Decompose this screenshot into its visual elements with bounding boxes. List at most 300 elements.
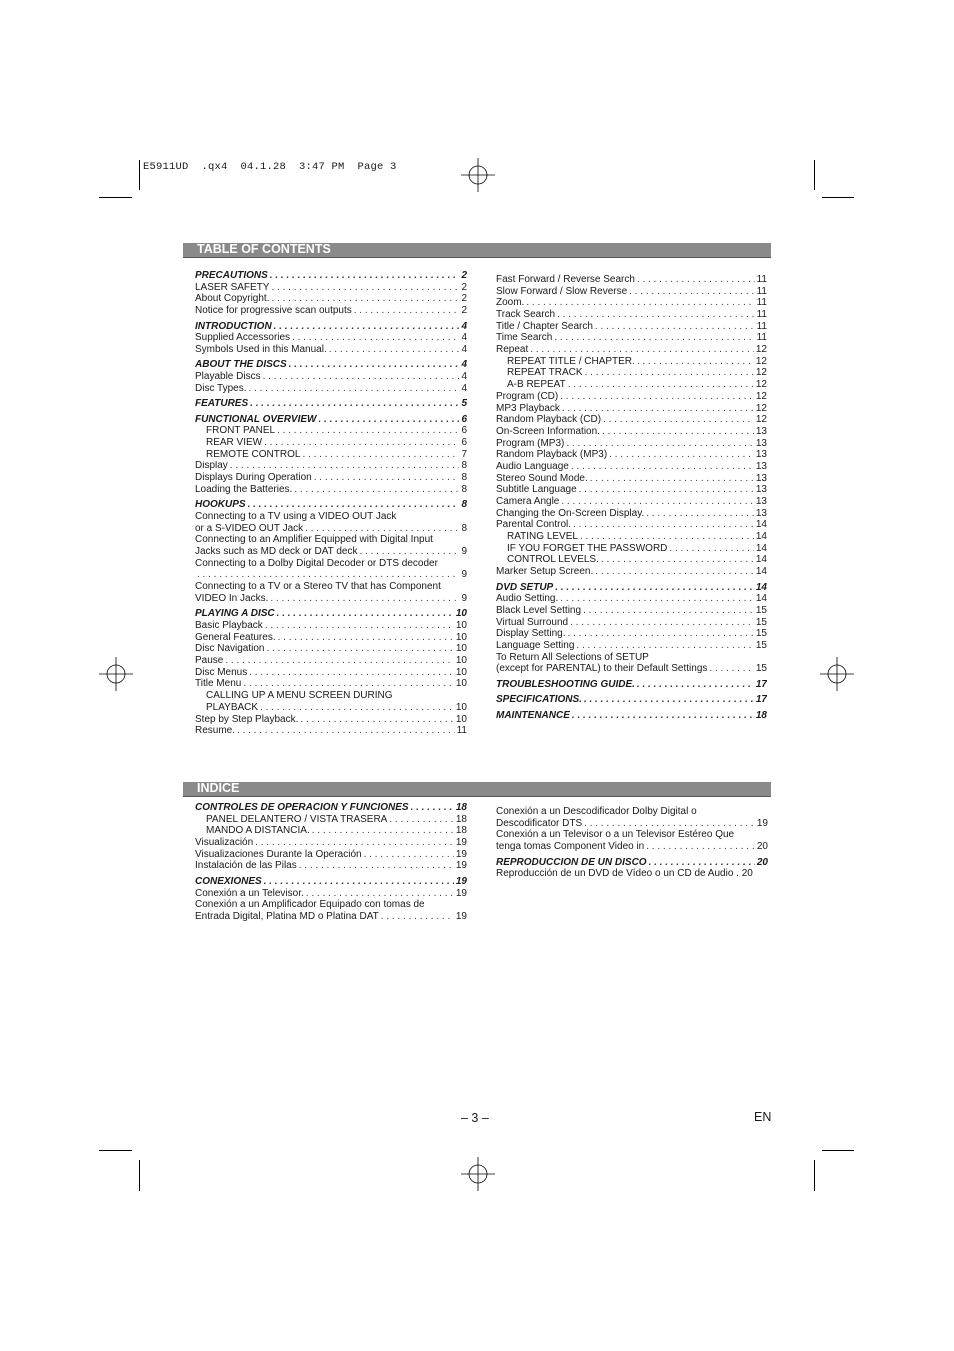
toc-entry-title: Fast Forward / Reverse Search xyxy=(496,274,635,285)
dot-leader xyxy=(595,321,755,333)
toc-page-number: 18 xyxy=(455,813,467,825)
dot-leader xyxy=(225,655,454,667)
dot-leader xyxy=(601,555,754,567)
crop-mark xyxy=(822,1150,854,1151)
toc-entry xyxy=(195,593,467,605)
toc-entry-title: REPEAT TITLE / CHAPTER. xyxy=(507,355,635,367)
toc-page-number: 4 xyxy=(461,320,467,332)
toc-entry xyxy=(195,725,467,737)
dot-leader xyxy=(560,391,754,403)
toc-entry-title: Entrada Digital, Platina MD o Platina DAT xyxy=(195,910,379,922)
toc-entry xyxy=(496,438,767,450)
crop-mark xyxy=(139,160,140,190)
toc-entry xyxy=(195,546,467,558)
toc-entry-title: Jacks such as MD deck or DAT deck xyxy=(195,546,358,558)
toc-page-number: 11 xyxy=(456,725,467,737)
toc-entry-title: Instalación de las Pilas xyxy=(195,860,297,872)
toc-entry xyxy=(496,519,767,531)
dot-leader xyxy=(584,694,754,706)
toc-heading xyxy=(496,694,767,706)
toc-page-number: 19 xyxy=(455,910,467,922)
toc-entry-title: FRONT PANEL xyxy=(206,425,276,437)
dot-leader xyxy=(649,857,755,869)
toc-entry xyxy=(195,825,467,837)
toc-entry-title: Connecting to a TV or a Stereo TV that has Component xyxy=(195,581,441,593)
dot-leader xyxy=(568,379,754,391)
toc-entry-title: Conexión a un Televisor. xyxy=(195,887,304,899)
toc-entry xyxy=(496,829,768,841)
dot-leader xyxy=(260,702,454,714)
crop-mark xyxy=(99,197,132,198)
toc-entry xyxy=(496,286,767,298)
dot-leader xyxy=(595,566,754,578)
indice-title: INDICE xyxy=(197,781,240,795)
dot-leader xyxy=(255,837,454,849)
toc-page-number: 15 xyxy=(755,616,767,628)
toc-entry xyxy=(496,593,767,605)
toc-entry-title: Track Search xyxy=(496,309,556,321)
toc-entry-title: REMOTE CONTROL xyxy=(206,448,301,460)
toc-page-number: 5 xyxy=(461,398,467,410)
dot-leader xyxy=(590,473,754,485)
dot-leader xyxy=(306,888,454,900)
dot-leader xyxy=(250,398,459,410)
toc-entry xyxy=(496,841,768,853)
toc-entry xyxy=(496,484,767,496)
toc-entry xyxy=(195,860,467,872)
toc-entry xyxy=(195,849,467,861)
toc-entry xyxy=(496,496,767,508)
toc-entry-title: Subtitle Language xyxy=(496,484,577,496)
dot-leader xyxy=(562,403,754,415)
dot-leader xyxy=(555,582,754,594)
toc-entry-title: Changing the On-Screen Display. xyxy=(496,507,645,519)
toc-entry xyxy=(195,472,467,484)
toc-entry xyxy=(195,558,467,570)
toc-entry-title: Connecting to a TV using a VIDEO OUT Jack xyxy=(195,511,397,523)
toc-entry xyxy=(496,617,767,629)
toc-entry xyxy=(496,473,767,485)
toc-entry-title: Reproducción de un DVD de Vídeo o un CD de Audio . 20 xyxy=(496,868,753,880)
dot-leader xyxy=(570,617,754,629)
toc-heading xyxy=(496,582,767,594)
toc-page-number: 13 xyxy=(755,472,767,484)
toc-heading xyxy=(496,710,767,722)
dot-leader xyxy=(637,274,755,286)
toc-entry-title: Conexión a un Televisor o a un Televisor Estéreo Que xyxy=(496,829,735,841)
toc-entry-title: CALLING UP A MENU SCREEN DURING xyxy=(206,690,393,702)
dot-leader xyxy=(389,814,454,826)
toc-entry xyxy=(195,899,467,911)
toc-entry-title: Notice for progressive scan outputs xyxy=(195,305,352,317)
toc-page-number: 8 xyxy=(461,483,467,495)
toc-entry-title: Stereo Sound Mode. xyxy=(496,472,588,484)
toc-entry-title: Repeat xyxy=(496,344,529,356)
toc-entry xyxy=(496,555,767,567)
toc-entry xyxy=(195,911,467,923)
dot-leader xyxy=(354,305,460,317)
toc-entry xyxy=(496,640,767,652)
dot-leader xyxy=(237,725,455,737)
toc-page-number: 11 xyxy=(756,309,767,321)
toc-entry xyxy=(195,484,467,496)
toc-entry xyxy=(496,543,767,555)
toc-heading xyxy=(195,802,467,814)
toc-entry xyxy=(195,678,467,690)
toc-entry xyxy=(195,667,467,679)
toc-entry-title: Connecting to a Dolby Digital Decoder or DTS decoder xyxy=(195,557,438,569)
toc-page-number: 14 xyxy=(755,593,767,605)
toc-entry-title: MP3 Playback xyxy=(496,402,560,414)
dot-leader xyxy=(359,546,459,558)
toc-entry-title: Pause xyxy=(195,655,224,667)
toc-entry-title: Marker Setup Screen. xyxy=(496,566,594,578)
toc-page-number: 9 xyxy=(461,592,467,604)
toc-entry-title: VIDEO In Jacks. xyxy=(195,592,269,604)
dot-leader xyxy=(364,849,454,861)
toc-entry-title: PANEL DELANTERO / VISTA TRASERA xyxy=(206,813,388,825)
toc-page-number: 10 xyxy=(455,631,467,643)
toc-entry xyxy=(195,534,467,546)
toc-entry-title: On-Screen Information. xyxy=(496,425,600,437)
toc-entry-title: Program (MP3) xyxy=(496,437,565,449)
toc-left-column xyxy=(195,270,467,737)
toc-entry-title: Resume. xyxy=(195,725,236,737)
dot-leader xyxy=(289,359,460,371)
toc-page-number: 13 xyxy=(755,496,767,508)
dot-leader xyxy=(381,911,454,923)
registration-mark-icon xyxy=(99,657,133,691)
toc-entry xyxy=(496,274,767,286)
toc-entry-title: ■ HOOKUPS xyxy=(195,499,246,511)
toc-page-number: 8 xyxy=(461,522,467,534)
toc-entry-title: REPEAT TRACK xyxy=(507,367,583,379)
toc-page-number: 2 xyxy=(461,305,467,317)
toc-page-number: 14 xyxy=(755,519,767,531)
toc-entry xyxy=(496,414,767,426)
crop-mark xyxy=(822,197,854,198)
dot-leader xyxy=(277,425,459,437)
dot-leader xyxy=(411,802,454,814)
dot-leader xyxy=(579,484,754,496)
dot-leader xyxy=(585,368,754,380)
toc-entry-title: A-B REPEAT xyxy=(507,379,566,391)
toc-page-number: 13 xyxy=(755,461,767,472)
toc-entry xyxy=(195,581,467,593)
toc-page-number: 14 xyxy=(755,531,767,543)
toc-entry xyxy=(496,356,767,368)
toc-entry-title: Display xyxy=(195,460,228,472)
indice-left-column xyxy=(195,802,467,923)
toc-page-number: 7 xyxy=(461,448,467,460)
toc-entry-title: Descodificator DTS xyxy=(496,817,583,829)
dot-leader xyxy=(609,449,754,461)
toc-entry xyxy=(195,814,467,826)
dot-leader xyxy=(265,620,454,632)
toc-entry xyxy=(195,437,467,449)
toc-entry-title: Camera Angle xyxy=(496,496,560,508)
dot-leader xyxy=(637,679,754,691)
dot-leader xyxy=(274,321,460,333)
dot-leader xyxy=(646,508,754,520)
toc-heading xyxy=(195,876,467,888)
dot-leader xyxy=(560,593,754,605)
toc-entry-title: Loading the Batteries. xyxy=(195,483,293,495)
toc-entry-title: Step by Step Playback. xyxy=(195,713,299,725)
dot-leader xyxy=(603,414,754,426)
toc-page-number: 4 xyxy=(461,359,467,371)
dot-leader xyxy=(554,332,754,344)
toc-page-number: 9 xyxy=(461,546,467,558)
toc-entry xyxy=(195,714,467,726)
toc-page-number: 14 xyxy=(755,542,767,554)
toc-heading xyxy=(195,499,467,511)
dot-leader xyxy=(270,593,459,605)
toc-entry-title: ■ CONTROLES DE OPERACIÓN Y FUNCIONES xyxy=(195,802,409,814)
dot-leader xyxy=(318,414,459,426)
toc-page-number: 15 xyxy=(755,663,767,675)
toc-page-number: 8 xyxy=(461,460,467,472)
toc-entry-title: ■ REPRODUCCIÓN DE UN DISCO xyxy=(496,857,647,869)
toc-entry xyxy=(496,368,767,380)
toc-entry-title: Disc Menus xyxy=(195,666,248,678)
toc-entry-title: Audio Setting. xyxy=(496,593,559,605)
toc-page-number: 14 xyxy=(755,581,767,593)
toc-entry-title: Basic Playback xyxy=(195,620,263,632)
dot-leader xyxy=(561,496,754,508)
toc-page-number: 13 xyxy=(755,449,767,461)
toc-page-number: 6 xyxy=(461,437,467,449)
toc-page-number: 2 xyxy=(461,293,467,305)
toc-section-header xyxy=(183,243,771,258)
registration-mark-icon xyxy=(820,657,854,691)
toc-page-number: 13 xyxy=(755,484,767,496)
toc-page-number: 12 xyxy=(755,402,767,414)
toc-page-number: 12 xyxy=(755,414,767,426)
dot-leader xyxy=(249,667,454,679)
toc-page-number: 20 xyxy=(756,841,768,853)
toc-entry-title: Disc Navigation xyxy=(195,643,265,655)
dot-leader xyxy=(299,860,454,872)
toc-entry xyxy=(496,332,767,344)
dot-leader xyxy=(230,461,460,473)
toc-page-number: 10 xyxy=(455,620,467,632)
toc-entry-title: PLAYBACK xyxy=(206,701,259,713)
toc-entry xyxy=(195,293,467,305)
toc-page-number: 12 xyxy=(755,344,767,356)
crop-mark xyxy=(99,1150,132,1151)
dot-leader xyxy=(629,286,754,298)
toc-entry xyxy=(496,449,767,461)
dot-leader xyxy=(573,519,754,531)
dot-leader xyxy=(312,825,454,837)
dot-leader xyxy=(580,531,754,543)
dot-leader xyxy=(243,678,454,690)
toc-entry-title: IF YOU FORGET THE PASSWORD xyxy=(507,542,668,554)
toc-entry xyxy=(496,605,767,617)
toc-page-number: 14 xyxy=(755,566,767,578)
toc-entry xyxy=(195,371,467,383)
toc-page-number: 18 xyxy=(455,802,467,813)
toc-page-number: 17 xyxy=(755,694,767,706)
toc-page-number: 10 xyxy=(455,643,467,655)
printer-slug: E5911UD .qx4 04.1.28 3:47 PM Page 3 xyxy=(143,161,397,173)
toc-page-number: 4 xyxy=(461,371,467,383)
toc-entry-title: CONTROL LEVELS. xyxy=(507,554,599,566)
toc-entry xyxy=(496,391,767,403)
toc-entry xyxy=(195,655,467,667)
toc-entry-title: Title / Chapter Search xyxy=(496,320,593,332)
dot-leader xyxy=(294,484,459,496)
toc-page-number: 13 xyxy=(755,507,767,519)
crop-mark xyxy=(814,1160,815,1191)
toc-entry-title: ■ MAINTENANCE xyxy=(496,710,570,722)
toc-entry xyxy=(496,297,767,309)
toc-entry-title: Visualización xyxy=(195,837,254,849)
dot-leader xyxy=(669,543,753,555)
toc-entry xyxy=(496,426,767,438)
toc-entry xyxy=(195,332,467,344)
toc-entry xyxy=(195,643,467,655)
toc-page-number: 2 xyxy=(461,281,467,293)
toc-entry-title: Supplied Accessories xyxy=(195,332,291,344)
toc-entry-title: RATING LEVEL xyxy=(507,531,578,543)
toc-entry xyxy=(195,282,467,294)
toc-entry-title: Black Level Setting xyxy=(496,605,582,617)
toc-page-number: 19 xyxy=(455,887,467,899)
toc-page-number: 19 xyxy=(455,837,467,849)
toc-heading xyxy=(195,270,467,282)
toc-page-number: 9 xyxy=(461,569,467,581)
toc-entry-title: ■ TROUBLESHOOTING GUIDE. xyxy=(496,679,635,691)
toc-page-number: 13 xyxy=(755,425,767,437)
toc-entry xyxy=(195,569,467,581)
indice-section-header xyxy=(183,782,771,797)
toc-entry-title: ■ INTRODUCTION xyxy=(195,321,272,333)
toc-page-number: 11 xyxy=(756,320,767,332)
dot-leader xyxy=(248,499,460,511)
toc-page-number: 19 xyxy=(455,860,467,872)
toc-heading xyxy=(195,398,467,410)
toc-page-number: 11 xyxy=(756,297,767,309)
toc-entry xyxy=(195,449,467,461)
toc-page-number: 19 xyxy=(756,817,768,829)
toc-entry-title: To Return All Selections of SETUP xyxy=(496,651,649,663)
toc-entry-title: Virtual Surround xyxy=(496,616,569,628)
dot-leader xyxy=(302,449,459,461)
toc-entry xyxy=(195,511,467,523)
toc-heading xyxy=(195,359,467,371)
dot-leader xyxy=(646,841,755,853)
toc-entry xyxy=(496,652,767,664)
toc-entry-title: ■ CONEXIONES xyxy=(195,876,262,888)
toc-entry-title: ■ PLAYING A DISC xyxy=(195,608,275,620)
toc-entry xyxy=(496,531,767,543)
toc-entry-title: Display Setting. xyxy=(496,628,566,640)
toc-entry-title: LASER SAFETY xyxy=(195,281,270,293)
toc-entry xyxy=(195,425,467,437)
dot-leader xyxy=(637,356,754,368)
toc-entry-title: Random Playback (CD) xyxy=(496,414,602,426)
dot-leader xyxy=(583,605,754,617)
toc-page-number: 12 xyxy=(755,367,767,379)
dot-leader xyxy=(249,383,460,395)
toc-entry xyxy=(496,309,767,321)
toc-entry xyxy=(496,868,768,880)
toc-page-number: 19 xyxy=(455,848,467,860)
crop-mark xyxy=(139,1160,140,1191)
registration-mark-icon xyxy=(461,1157,495,1191)
toc-page-number: 4 xyxy=(461,382,467,394)
toc-entry xyxy=(496,663,767,675)
toc-entry-title: About Copyright. xyxy=(195,293,270,305)
toc-entry xyxy=(195,837,467,849)
toc-entry-title: ■ FEATURES xyxy=(195,398,248,410)
dot-leader xyxy=(272,293,460,305)
toc-entry-title: General Features. xyxy=(195,631,276,643)
toc-page-number: 17 xyxy=(755,678,767,690)
toc-entry xyxy=(195,344,467,356)
toc-heading xyxy=(496,857,768,869)
crop-mark xyxy=(814,160,815,190)
toc-entry xyxy=(195,888,467,900)
dot-leader xyxy=(571,461,754,473)
toc-page-number: 14 xyxy=(755,554,767,566)
toc-page-number: 10 xyxy=(455,666,467,678)
toc-entry-title: ■ SPECIFICATIONS. xyxy=(496,694,582,706)
dot-leader xyxy=(300,714,453,726)
toc-page-number: 10 xyxy=(455,701,467,713)
toc-page-number: 6 xyxy=(461,425,467,437)
toc-heading xyxy=(195,414,467,426)
toc-entry xyxy=(496,566,767,578)
dot-leader xyxy=(277,608,454,620)
toc-page-number: 12 xyxy=(755,355,767,367)
toc-page-number: 15 xyxy=(755,640,767,652)
dot-leader xyxy=(292,332,459,344)
toc-page-number: 11 xyxy=(756,274,767,285)
toc-entry xyxy=(496,806,768,818)
toc-entry-title: ■ PRECAUTIONS xyxy=(195,270,268,282)
toc-page-number: 12 xyxy=(755,379,767,391)
toc-entry xyxy=(496,818,768,830)
toc-right-column xyxy=(496,274,767,722)
toc-entry xyxy=(195,305,467,317)
dot-leader xyxy=(526,297,754,309)
toc-heading xyxy=(195,321,467,333)
toc-entry-title: Disc Types. xyxy=(195,382,247,394)
toc-entry xyxy=(195,461,467,473)
toc-entry xyxy=(195,383,467,395)
toc-entry xyxy=(195,690,467,702)
toc-entry-title: Playable Discs xyxy=(195,371,261,383)
toc-page-number: 4 xyxy=(461,332,467,344)
dot-leader xyxy=(270,270,460,282)
toc-page-number: 11 xyxy=(756,332,767,344)
dot-leader xyxy=(566,438,754,450)
toc-entry xyxy=(195,620,467,632)
dot-leader xyxy=(557,309,755,321)
toc-entry-title: Random Playback (MP3) xyxy=(496,449,608,461)
toc-entry xyxy=(195,632,467,644)
language-code: EN xyxy=(754,1110,772,1124)
dot-leader xyxy=(264,876,454,888)
toc-page-number: 2 xyxy=(461,270,467,281)
toc-page-number: 12 xyxy=(755,390,767,402)
toc-page-number: 11 xyxy=(756,285,767,297)
toc-page-number: 13 xyxy=(755,437,767,449)
toc-entry-title: Zoom. xyxy=(496,297,525,309)
